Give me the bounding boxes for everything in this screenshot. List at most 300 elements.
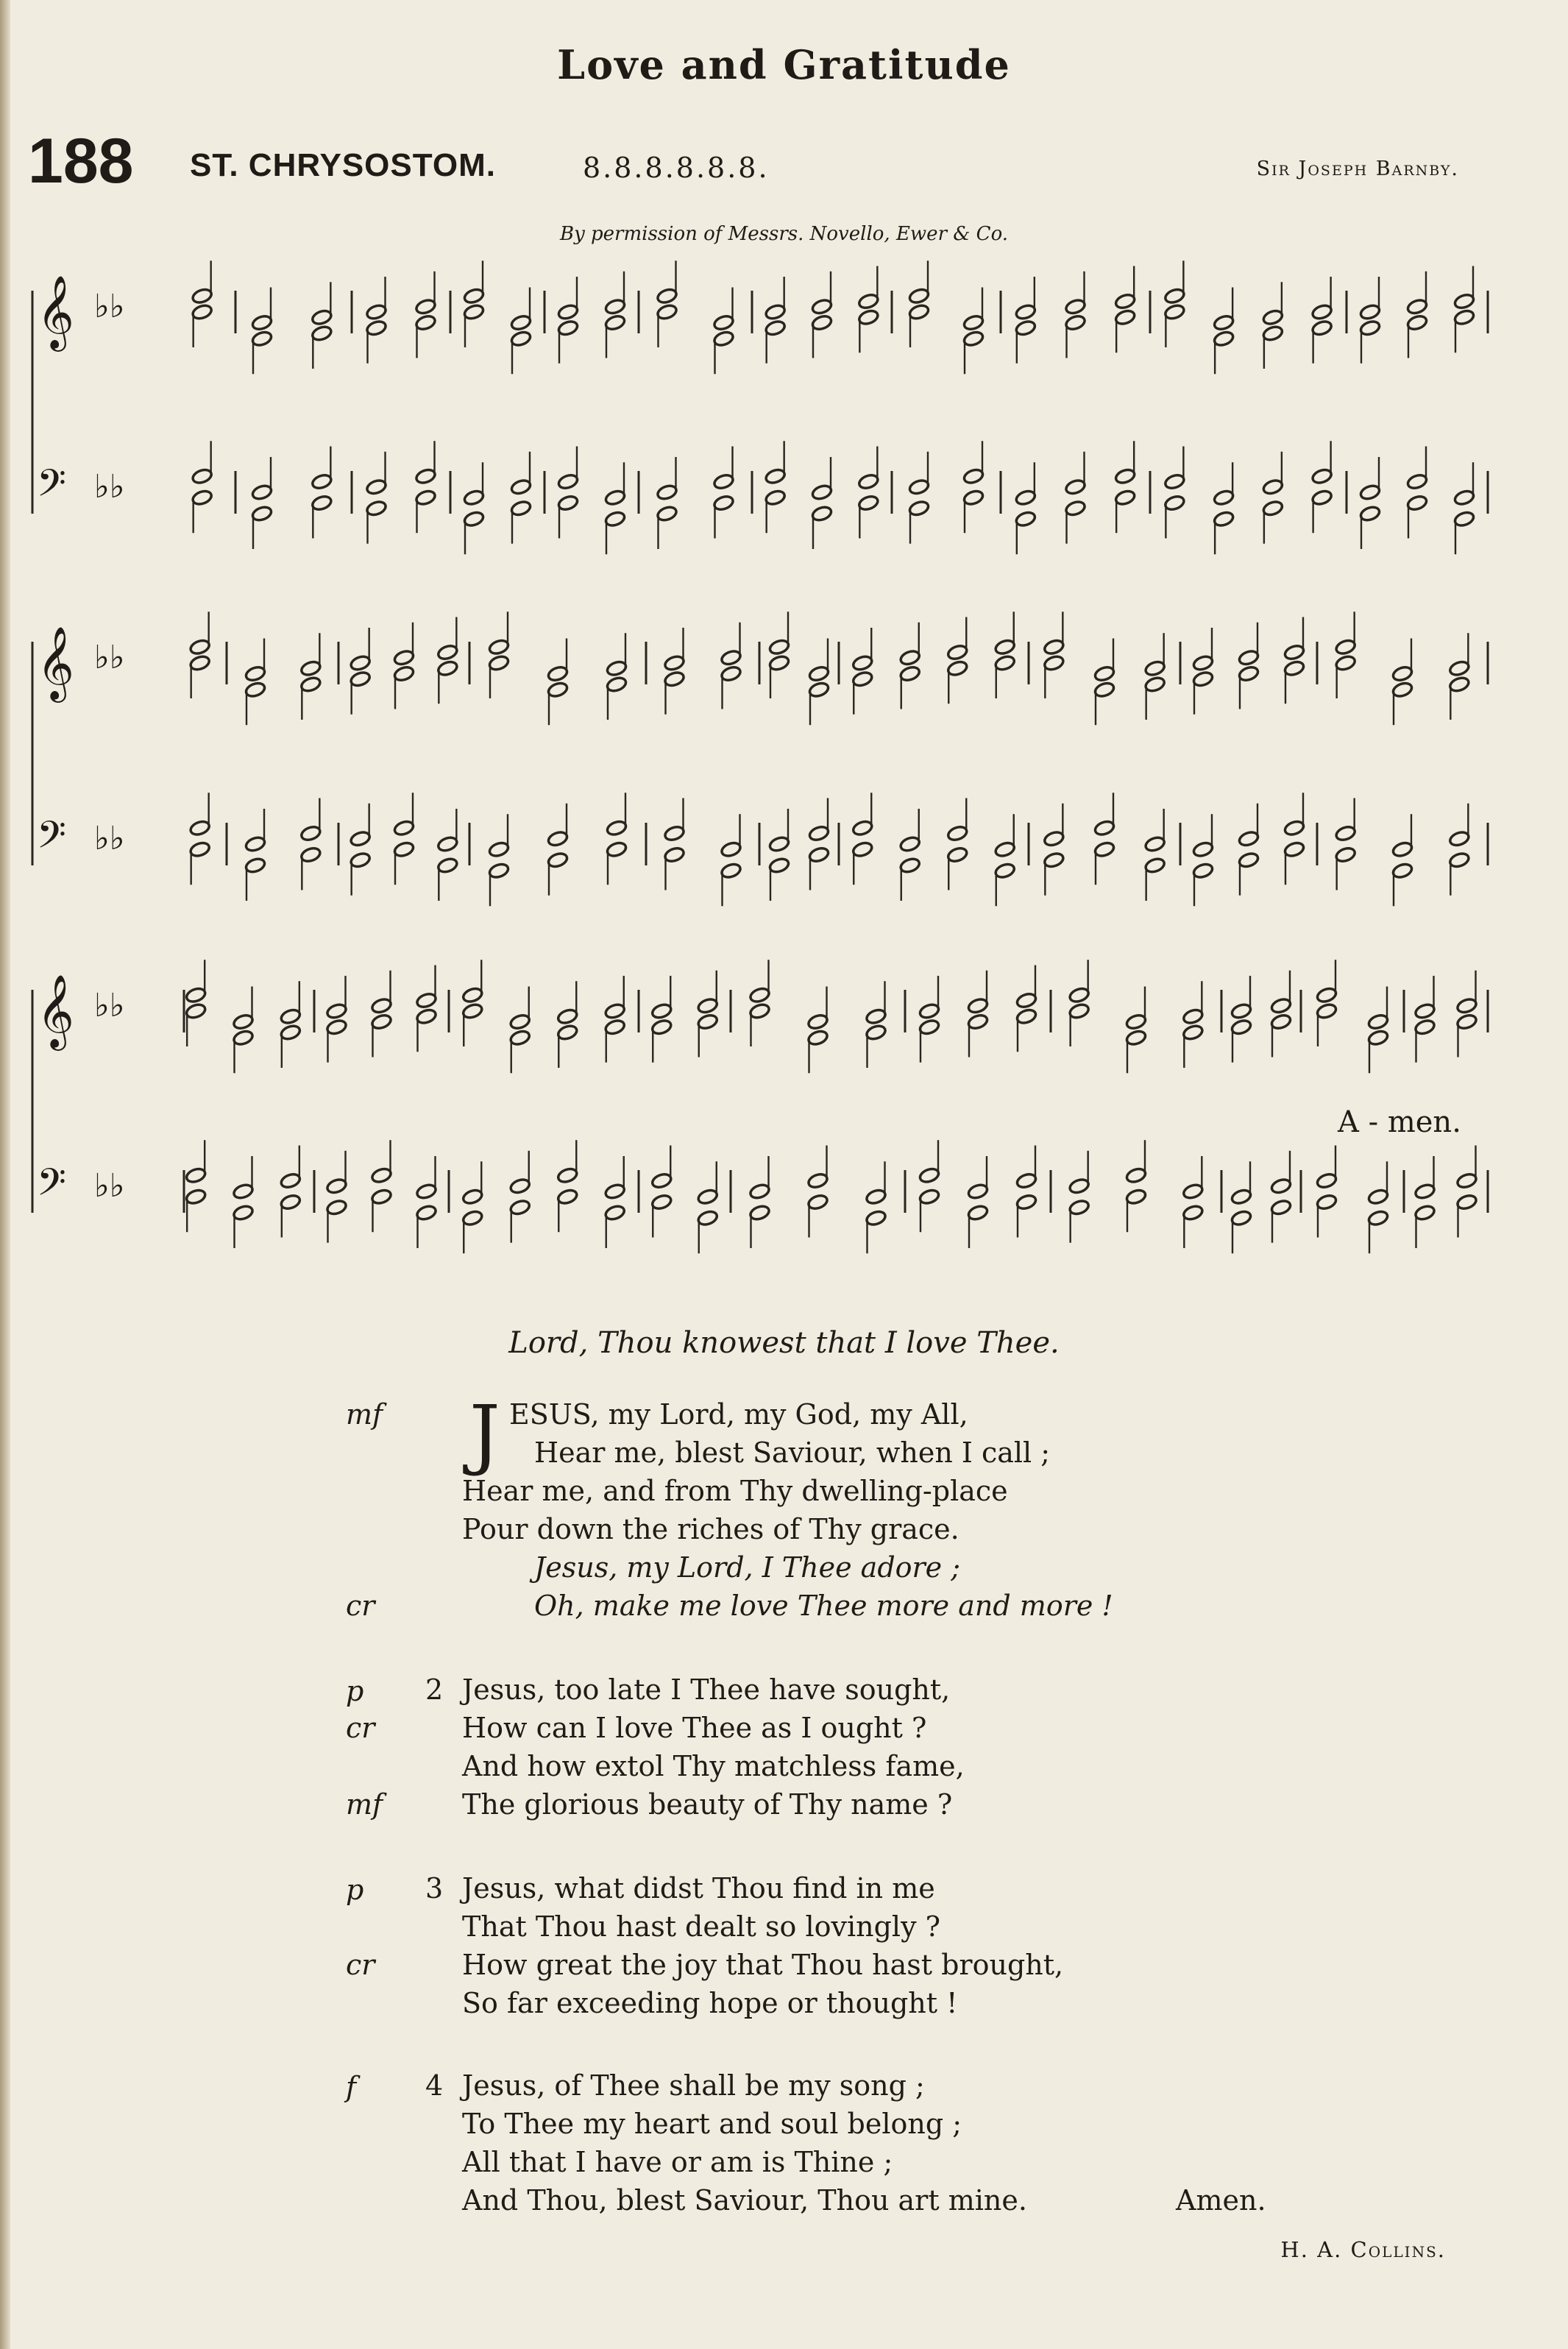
note-head [650, 1194, 673, 1211]
note-head [488, 840, 510, 858]
note-head [393, 649, 415, 667]
tune-name: ST. CHRYSOSTOM. [190, 147, 496, 183]
note-head [807, 1029, 829, 1046]
note-head [1093, 681, 1115, 698]
note-head [899, 649, 921, 667]
note-head [461, 1209, 483, 1227]
note-head [189, 638, 211, 656]
note-head [416, 1204, 438, 1222]
note-head [1406, 298, 1428, 316]
note-head [547, 830, 569, 848]
note-head [1163, 287, 1185, 305]
note-head [811, 483, 833, 501]
note-head [415, 298, 437, 316]
note-head [962, 314, 985, 332]
note-head [436, 659, 458, 677]
note-head [1068, 986, 1090, 1004]
verse-number: 4 [425, 2069, 444, 2102]
note-head [244, 857, 266, 874]
note-head [1335, 654, 1357, 672]
dynamic-mark: cr [346, 1590, 375, 1622]
note-head [720, 665, 742, 683]
note-head [371, 1188, 393, 1205]
note-head [1144, 659, 1166, 677]
text-title: Lord, Thou knowest that I love Thee. [508, 1326, 1060, 1360]
note-head [510, 330, 532, 347]
note-head [1114, 467, 1136, 485]
note-head [604, 298, 626, 316]
note-head [664, 654, 686, 672]
note-head [899, 835, 921, 853]
note-head [1270, 1199, 1292, 1216]
note-head [650, 1172, 673, 1190]
note-head [1065, 500, 1087, 517]
note-head [1230, 1209, 1252, 1227]
note-head [461, 1002, 483, 1020]
note-head [1283, 644, 1305, 662]
note-head [1163, 303, 1185, 321]
note-head [299, 676, 322, 693]
note-head [656, 483, 678, 501]
note-head [946, 846, 968, 864]
note-head [851, 670, 873, 688]
note-head [899, 665, 921, 683]
note-head [1125, 1188, 1147, 1205]
note-head [1316, 1194, 1338, 1211]
note-head [857, 308, 879, 326]
note-head [1213, 314, 1235, 332]
note-head [1213, 510, 1235, 528]
note-head [908, 500, 930, 517]
note-head [189, 819, 211, 837]
note-head [765, 489, 787, 506]
verse-number: 3 [425, 1872, 444, 1905]
note-head [650, 1002, 673, 1020]
note-head [918, 1166, 940, 1184]
note-head [1270, 997, 1292, 1015]
note-head [1414, 1204, 1436, 1222]
note-head [962, 489, 985, 506]
note-head [765, 319, 787, 337]
note-head [946, 825, 968, 843]
note-head [556, 1166, 578, 1184]
note-head [556, 1024, 578, 1041]
note-head [1359, 303, 1381, 321]
treble-clef: 𝄞 [37, 974, 74, 1048]
note-head [1262, 478, 1284, 496]
verse-line: And Thou, blest Saviour, Thou art mine. [462, 2184, 1027, 2217]
note-head [311, 473, 333, 491]
note-head [1015, 1194, 1037, 1211]
drop-cap: J [469, 1389, 500, 1478]
note-head [865, 1209, 887, 1227]
note-head [1456, 1194, 1478, 1211]
note-head [461, 1188, 483, 1205]
verse-line: That Thou hast dealt so lovingly ? [462, 1910, 941, 1943]
note-head [851, 654, 873, 672]
dynamic-mark: p [346, 1675, 364, 1707]
bass-clef: 𝄢 [37, 461, 66, 514]
note-head [556, 1007, 578, 1025]
note-head [185, 986, 207, 1004]
note-head [393, 840, 415, 858]
note-head [461, 986, 483, 1004]
note-head [697, 1013, 719, 1031]
note-head [509, 1013, 531, 1031]
note-head [967, 1013, 989, 1031]
note-head [326, 1199, 348, 1216]
note-head [1182, 1204, 1204, 1222]
note-head [811, 298, 833, 316]
note-head [415, 489, 437, 506]
note-head [908, 287, 930, 305]
note-head [1283, 840, 1305, 858]
note-head [857, 495, 879, 512]
note-head [697, 997, 719, 1015]
note-head [436, 644, 458, 662]
note-head [697, 1209, 719, 1227]
dynamic-mark: f [346, 2071, 357, 2103]
note-head [350, 851, 372, 869]
note-head [1125, 1166, 1147, 1184]
note-head [713, 495, 735, 512]
dynamic-mark: p [346, 1874, 364, 1906]
note-head [326, 1018, 348, 1036]
note-head [1144, 857, 1166, 874]
verse-line: ESUS, my Lord, my God, my All, [509, 1398, 968, 1431]
note-head [1448, 830, 1470, 848]
note-head [857, 293, 879, 311]
note-head [865, 1007, 887, 1025]
note-head [509, 1177, 531, 1195]
note-head [994, 654, 1016, 672]
note-head [557, 473, 579, 491]
note-head [650, 1018, 673, 1036]
note-head [808, 681, 830, 698]
note-head [299, 846, 322, 864]
note-head [1114, 308, 1136, 326]
refrain-line: Jesus, my Lord, I Thee adore ; [534, 1551, 961, 1584]
verse-line: Hear me, and from Thy dwelling-place [462, 1475, 1008, 1507]
note-head [556, 1188, 578, 1205]
note-head [768, 835, 790, 853]
note-head [1262, 500, 1284, 517]
note-head [1230, 1002, 1252, 1020]
note-head [436, 857, 458, 874]
note-head [606, 819, 628, 837]
note-head [393, 819, 415, 837]
note-head [416, 1007, 438, 1025]
note-head [1283, 659, 1305, 677]
note-head [749, 986, 771, 1004]
dynamic-mark: cr [346, 1949, 375, 1981]
note-head [1043, 830, 1065, 848]
note-head [768, 654, 790, 672]
dynamic-mark: mf [346, 1788, 383, 1821]
note-head [664, 670, 686, 688]
note-head [1456, 997, 1478, 1015]
dynamic-mark: cr [346, 1712, 375, 1744]
note-head [1093, 665, 1115, 683]
note-head [371, 997, 393, 1015]
note-head [1414, 1018, 1436, 1036]
note-head [851, 819, 873, 837]
key-signature: ♭♭ [94, 987, 125, 1024]
author: H. A. Collins. [1280, 2237, 1446, 2262]
note-head [918, 1002, 940, 1020]
note-head [1114, 293, 1136, 311]
note-head [1238, 851, 1260, 869]
note-head [811, 505, 833, 522]
note-head [510, 314, 532, 332]
note-head [1192, 670, 1214, 688]
note-head [1230, 1018, 1252, 1036]
note-head [1391, 681, 1413, 698]
note-head [366, 303, 388, 321]
note-head [908, 303, 930, 321]
note-head [251, 505, 273, 522]
note-head [1068, 1177, 1090, 1195]
note-head [488, 862, 510, 879]
note-head [436, 835, 458, 853]
note-head [720, 649, 742, 667]
note-head [697, 1188, 719, 1205]
note-head [664, 846, 686, 864]
note-head [1015, 303, 1037, 321]
note-head [311, 308, 333, 326]
verse-line: All that I have or am is Thine ; [462, 2146, 893, 2178]
note-head [233, 1204, 255, 1222]
note-head [1316, 1172, 1338, 1190]
note-head [1448, 659, 1470, 677]
note-head [656, 505, 678, 522]
note-head [765, 467, 787, 485]
note-head [233, 1029, 255, 1046]
note-head [713, 473, 735, 491]
amen-lyric: A - men. [1338, 1105, 1461, 1139]
note-head [191, 467, 213, 485]
note-head [1406, 473, 1428, 491]
note-head [1311, 319, 1333, 337]
note-head [1270, 1013, 1292, 1031]
note-head [1065, 298, 1087, 316]
note-head [908, 478, 930, 496]
note-head [1262, 308, 1284, 326]
note-head [509, 1199, 531, 1216]
note-head [604, 1183, 626, 1200]
note-head [185, 1188, 207, 1205]
note-head [808, 825, 830, 843]
note-head [946, 659, 968, 677]
note-head [1414, 1183, 1436, 1200]
note-head [1311, 303, 1333, 321]
note-head [1093, 840, 1115, 858]
note-head [326, 1177, 348, 1195]
note-head [191, 489, 213, 506]
note-head [244, 681, 266, 698]
note-head [811, 314, 833, 332]
note-head [1367, 1188, 1389, 1205]
note-head [299, 659, 322, 677]
verse-number: 2 [425, 1673, 444, 1706]
note-head [606, 676, 628, 693]
note-head [962, 467, 985, 485]
note-head [557, 319, 579, 337]
note-head [1453, 489, 1475, 506]
note-head [1456, 1013, 1478, 1031]
note-head [808, 846, 830, 864]
note-head [393, 665, 415, 683]
note-head [1456, 1172, 1478, 1190]
note-head [749, 1002, 771, 1020]
note-head [416, 1183, 438, 1200]
note-head [366, 500, 388, 517]
note-head [918, 1188, 940, 1205]
key-signature: ♭♭ [94, 639, 125, 676]
note-head [656, 287, 678, 305]
note-head [713, 330, 735, 347]
note-head [1238, 830, 1260, 848]
verse-line: Jesus, what didst Thou find in me [462, 1872, 935, 1905]
verse-line: To Thee my heart and soul belong ; [462, 2108, 962, 2140]
note-head [350, 830, 372, 848]
note-head [547, 681, 569, 698]
verse-line: How great the joy that Thou hast brought, [462, 1949, 1064, 1981]
composer: Sir Joseph Barnby. [1256, 157, 1459, 180]
note-head [1391, 862, 1413, 879]
note-head [1406, 495, 1428, 512]
note-head [1238, 665, 1260, 683]
note-head [185, 1002, 207, 1020]
note-head [1391, 840, 1413, 858]
note-head [1182, 1007, 1204, 1025]
note-head [1270, 1177, 1292, 1195]
note-head [488, 654, 510, 672]
note-head [463, 510, 485, 528]
note-head [1065, 478, 1087, 496]
note-head [1448, 851, 1470, 869]
note-head [1335, 846, 1357, 864]
note-head [899, 857, 921, 874]
note-head [415, 467, 437, 485]
note-head [1367, 1029, 1389, 1046]
note-head [1068, 1002, 1090, 1020]
note-head [311, 325, 333, 342]
note-head [233, 1183, 255, 1200]
note-head [1262, 325, 1284, 342]
note-head [251, 483, 273, 501]
note-head [1238, 649, 1260, 667]
bass-clef: 𝄢 [37, 812, 66, 866]
note-head [749, 1204, 771, 1222]
note-head [1043, 638, 1065, 656]
note-head [1192, 840, 1214, 858]
note-head [1065, 314, 1087, 332]
note-head [1192, 862, 1214, 879]
note-head [1213, 489, 1235, 506]
note-head [371, 1013, 393, 1031]
verse-line: And how extol Thy matchless fame, [462, 1750, 965, 1782]
note-head [280, 1007, 302, 1025]
note-head [510, 478, 532, 496]
note-head [1163, 495, 1185, 512]
note-head [191, 287, 213, 305]
note-head [488, 638, 510, 656]
verse-line: How can I love Thee as I ought ? [462, 1712, 927, 1744]
note-head [713, 314, 735, 332]
note-head [1230, 1188, 1252, 1205]
dynamic-mark: mf [346, 1398, 383, 1431]
note-head [765, 303, 787, 321]
note-head [557, 303, 579, 321]
verse-line: Jesus, of Thee shall be my song ; [462, 2069, 925, 2102]
key-signature: ♭♭ [94, 468, 125, 506]
note-head [1453, 308, 1475, 326]
note-head [251, 314, 273, 332]
treble-clef: 𝄞 [37, 626, 74, 700]
note-head [604, 1018, 626, 1036]
treble-clef: 𝄞 [37, 275, 74, 349]
note-head [371, 1166, 393, 1184]
note-head [1015, 1172, 1037, 1190]
note-head [1316, 1002, 1338, 1020]
note-head [299, 825, 322, 843]
note-head [1068, 1199, 1090, 1216]
note-head [1414, 1002, 1436, 1020]
note-head [604, 1204, 626, 1222]
note-head [807, 1194, 829, 1211]
note-head [865, 1024, 887, 1041]
note-head [1406, 314, 1428, 332]
note-head [1335, 825, 1357, 843]
meter: 8.8.8.8.8.8. [583, 152, 770, 184]
note-head [366, 478, 388, 496]
note-head [547, 665, 569, 683]
note-head [1453, 293, 1475, 311]
note-head [350, 654, 372, 672]
note-head [1043, 654, 1065, 672]
note-head [1182, 1024, 1204, 1041]
verse-line: The glorious beauty of Thy name ? [462, 1788, 953, 1821]
note-head [191, 303, 213, 321]
note-head [606, 659, 628, 677]
note-head [463, 489, 485, 506]
note-head [1182, 1183, 1204, 1200]
note-head [1043, 851, 1065, 869]
note-head [1192, 654, 1214, 672]
note-head [557, 495, 579, 512]
note-head [749, 1183, 771, 1200]
note-head [326, 1002, 348, 1020]
note-head [280, 1194, 302, 1211]
note-head [280, 1172, 302, 1190]
note-head [509, 1029, 531, 1046]
note-head [366, 319, 388, 337]
note-head [807, 1172, 829, 1190]
note-head [463, 287, 485, 305]
note-head [1283, 819, 1305, 837]
note-head [1144, 676, 1166, 693]
note-head [1367, 1013, 1389, 1031]
note-head [664, 825, 686, 843]
note-head [1311, 489, 1333, 506]
note-head [604, 510, 626, 528]
permission-note: By permission of Messrs. Novello, Ewer & Co. [559, 223, 1009, 245]
note-head [1453, 510, 1475, 528]
bass-clef: 𝄢 [37, 1160, 66, 1214]
note-head [189, 840, 211, 858]
note-head [604, 489, 626, 506]
